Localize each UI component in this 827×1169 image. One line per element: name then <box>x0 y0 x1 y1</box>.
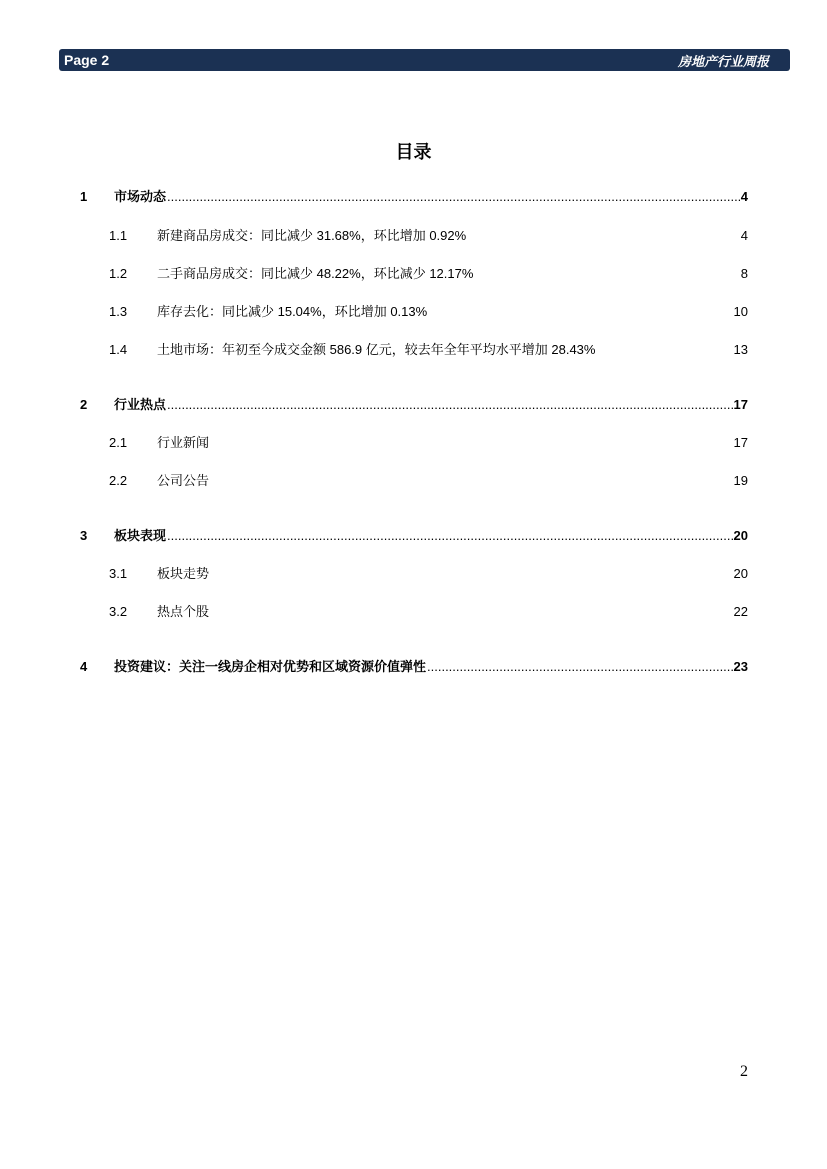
toc-title: 目录 <box>395 142 432 162</box>
toc-entry-number: 2.1 <box>109 435 128 450</box>
toc-entry-number: 1.4 <box>109 342 128 357</box>
toc-entry-2-1[interactable] <box>0 433 827 453</box>
toc-entry-page: 4 <box>740 228 748 243</box>
toc-entry-number: 3.1 <box>109 566 128 581</box>
toc-entry-number: 1.2 <box>109 266 128 281</box>
header-page-label: Page 2 <box>64 52 110 68</box>
toc-entry-page: 17 <box>733 435 748 450</box>
toc-entry-label: 热点个股 <box>157 604 210 619</box>
toc-entry-number: 1 <box>80 189 88 204</box>
dot-leader <box>167 395 733 415</box>
toc-entry-3-1[interactable] <box>0 564 827 584</box>
toc-entry-label: 市场动态 <box>114 189 167 204</box>
toc-entry-label: 库存去化：同比减少 15.04%，环比增加 0.13% <box>157 304 428 319</box>
toc-entry-3[interactable] <box>0 526 827 546</box>
dot-leader <box>167 187 740 207</box>
toc-entry-1[interactable] <box>0 187 827 207</box>
toc-entry-page: 4 <box>740 189 748 204</box>
toc-entry-number: 3.2 <box>109 604 128 619</box>
toc-entry-label: 板块走势 <box>157 566 210 581</box>
toc-entry-number: 1.1 <box>109 228 128 243</box>
toc-entry-label: 行业新闻 <box>157 435 210 450</box>
toc-entry-label: 土地市场：年初至今成交金额 586.9 亿元，较去年全年平均水平增加 28.43% <box>157 342 596 357</box>
toc-entry-page: 23 <box>733 659 748 674</box>
toc-entry-1-1[interactable] <box>0 226 827 246</box>
toc-entry-1-2[interactable] <box>0 264 827 284</box>
toc-entry-label: 行业热点 <box>114 397 167 412</box>
toc-entry-label: 二手商品房成交：同比减少 48.22%，环比减少 12.17% <box>157 266 474 281</box>
toc-entry-page: 8 <box>740 266 748 281</box>
dot-leader <box>427 657 733 677</box>
toc-entry-2-2[interactable] <box>0 471 827 491</box>
toc-entry-number: 1.3 <box>109 304 128 319</box>
toc-entry-2[interactable] <box>0 395 827 415</box>
page-number: 2 <box>740 1063 748 1080</box>
header-report-title: 房地产行业周报 <box>677 54 769 69</box>
toc-entry-label: 板块表现 <box>114 528 167 543</box>
toc-entry-1-3[interactable] <box>0 302 827 322</box>
toc-entry-page: 20 <box>733 566 748 581</box>
toc-entry-4[interactable] <box>0 657 827 677</box>
toc-entry-label: 新建商品房成交：同比减少 31.68%，环比增加 0.92% <box>157 228 467 243</box>
toc-entry-label: 公司公告 <box>157 473 210 488</box>
toc-entry-3-2[interactable] <box>0 602 827 622</box>
toc-entry-page: 10 <box>733 304 748 319</box>
toc-entry-page: 19 <box>733 473 748 488</box>
toc-entry-1-4[interactable] <box>0 340 827 360</box>
toc-entry-number: 2.2 <box>109 473 128 488</box>
toc-entry-number: 2 <box>80 397 88 412</box>
toc-entry-page: 22 <box>733 604 748 619</box>
toc-entry-number: 4 <box>80 659 88 674</box>
toc-entry-label: 投资建议：关注一线房企相对优势和区域资源价值弹性 <box>114 659 427 674</box>
toc-entry-page: 17 <box>733 397 748 412</box>
dot-leader <box>167 526 733 546</box>
toc-entry-page: 20 <box>733 528 748 543</box>
toc-entry-page: 13 <box>733 342 748 357</box>
header-bar <box>59 49 790 71</box>
toc-entry-number: 3 <box>80 528 88 543</box>
